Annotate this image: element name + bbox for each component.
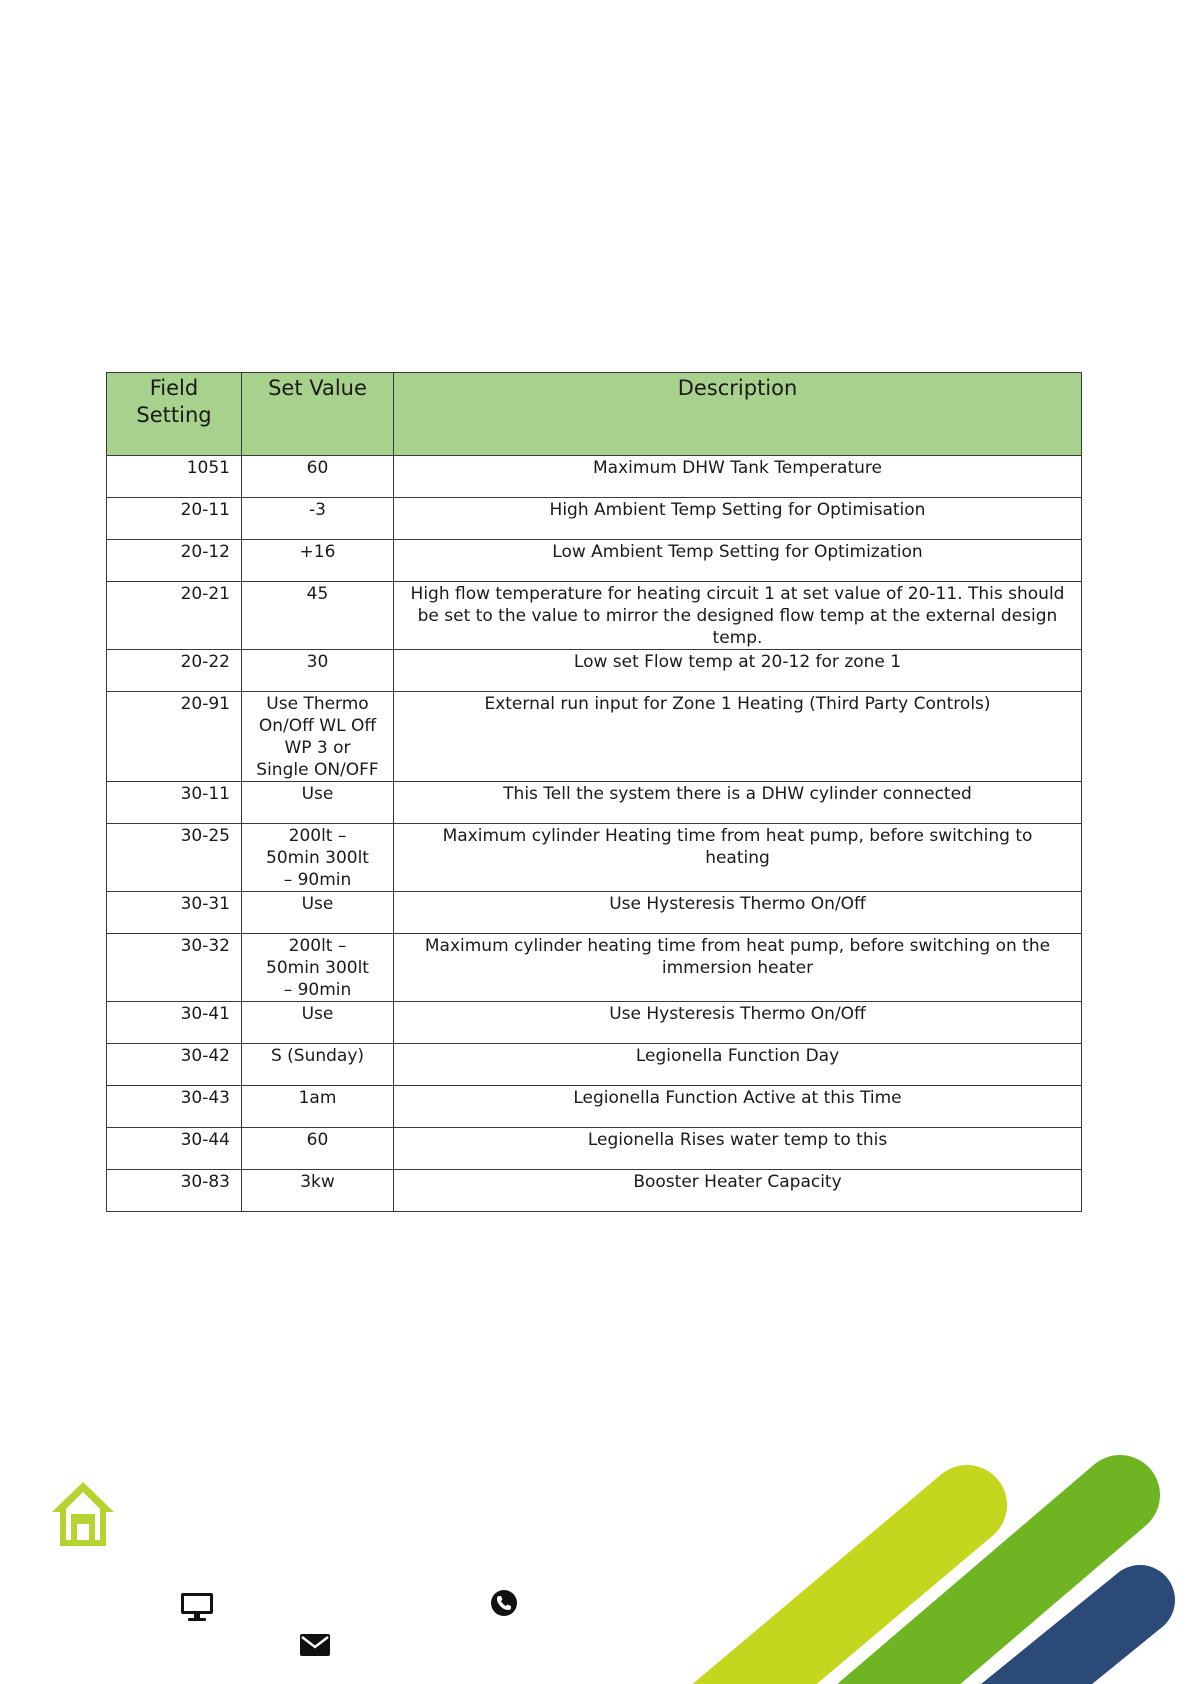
mail-icon — [300, 1634, 330, 1656]
value-cell: -3 — [242, 498, 394, 540]
field-cell: 20-12 — [107, 540, 242, 582]
description-cell: External run input for Zone 1 Heating (Third Party Controls) — [394, 692, 1082, 782]
navy-stripe — [980, 1600, 1140, 1684]
description-cell: Legionella Rises water temp to this — [394, 1128, 1082, 1170]
monitor-icon — [180, 1592, 214, 1622]
table-header-row — [107, 373, 1082, 456]
description-cell: Use Hysteresis Thermo On/Off — [394, 892, 1082, 934]
field-cell: 30-41 — [107, 1002, 242, 1044]
description-cell: Booster Heater Capacity — [394, 1170, 1082, 1212]
value-cell: S (Sunday) — [242, 1044, 394, 1086]
value-cell: 60 — [242, 1128, 394, 1170]
phone-icon — [490, 1589, 518, 1617]
value-cell: Use Thermo On/Off WL Off WP 3 or Single ON/OFF — [242, 692, 394, 782]
value-cell: Use — [242, 1002, 394, 1044]
value-cell: Use — [242, 892, 394, 934]
value-cell: 200lt – 50min 300lt – 90min — [242, 824, 394, 892]
settings-table — [106, 372, 1082, 1212]
field-cell: 30-44 — [107, 1128, 242, 1170]
value-cell: +16 — [242, 540, 394, 582]
description-cell: Maximum cylinder Heating time from heat pump, before switching to heating — [394, 824, 1082, 892]
table-row — [107, 582, 1082, 650]
field-cell: 30-25 — [107, 824, 242, 892]
header-set-value: Set Value — [242, 373, 394, 456]
value-cell: 200lt – 50min 300lt – 90min — [242, 934, 394, 1002]
home-icon — [50, 1480, 116, 1548]
table-row — [107, 498, 1082, 540]
table-row — [107, 1044, 1082, 1086]
field-cell: 30-11 — [107, 782, 242, 824]
field-cell: 1051 — [107, 456, 242, 498]
table-row — [107, 540, 1082, 582]
description-cell: Use Hysteresis Thermo On/Off — [394, 1002, 1082, 1044]
table-row — [107, 892, 1082, 934]
value-cell: 30 — [242, 650, 394, 692]
description-cell: Maximum cylinder heating time from heat pump, before switching on the immersion heater — [394, 934, 1082, 1002]
table-row — [107, 1128, 1082, 1170]
field-cell: 30-31 — [107, 892, 242, 934]
table-row — [107, 1002, 1082, 1044]
value-cell: 1am — [242, 1086, 394, 1128]
description-cell: Legionella Function Active at this Time — [394, 1086, 1082, 1128]
field-cell: 20-91 — [107, 692, 242, 782]
header-description: Description — [394, 373, 1082, 456]
table-row — [107, 456, 1082, 498]
field-cell: 20-22 — [107, 650, 242, 692]
table-row — [107, 692, 1082, 782]
value-cell: 3kw — [242, 1170, 394, 1212]
description-cell: This Tell the system there is a DHW cylinder connected — [394, 782, 1082, 824]
description-cell: Low Ambient Temp Setting for Optimization — [394, 540, 1082, 582]
table-row — [107, 782, 1082, 824]
lime-stripe — [700, 1505, 967, 1684]
field-cell: 30-42 — [107, 1044, 242, 1086]
value-cell: 60 — [242, 456, 394, 498]
field-cell: 30-32 — [107, 934, 242, 1002]
field-cell: 30-83 — [107, 1170, 242, 1212]
description-cell: Low set Flow temp at 20-12 for zone 1 — [394, 650, 1082, 692]
value-cell: Use — [242, 782, 394, 824]
description-cell: Legionella Function Day — [394, 1044, 1082, 1086]
value-cell: 45 — [242, 582, 394, 650]
description-cell: High flow temperature for heating circuit 1 at set value of 20-11. This should be set to the value to mirror the designed flow temp at the external design temp. — [394, 582, 1082, 650]
description-cell: Maximum DHW Tank Temperature — [394, 456, 1082, 498]
field-cell: 20-11 — [107, 498, 242, 540]
header-field-setting: Field Setting — [107, 373, 242, 456]
table-row — [107, 1170, 1082, 1212]
table-row — [107, 824, 1082, 892]
description-cell: High Ambient Temp Setting for Optimisation — [394, 498, 1082, 540]
field-cell: 30-43 — [107, 1086, 242, 1128]
green-stripe — [845, 1495, 1120, 1684]
table-row — [107, 650, 1082, 692]
table-row — [107, 934, 1082, 1002]
table-row — [107, 1086, 1082, 1128]
field-cell: 20-21 — [107, 582, 242, 650]
